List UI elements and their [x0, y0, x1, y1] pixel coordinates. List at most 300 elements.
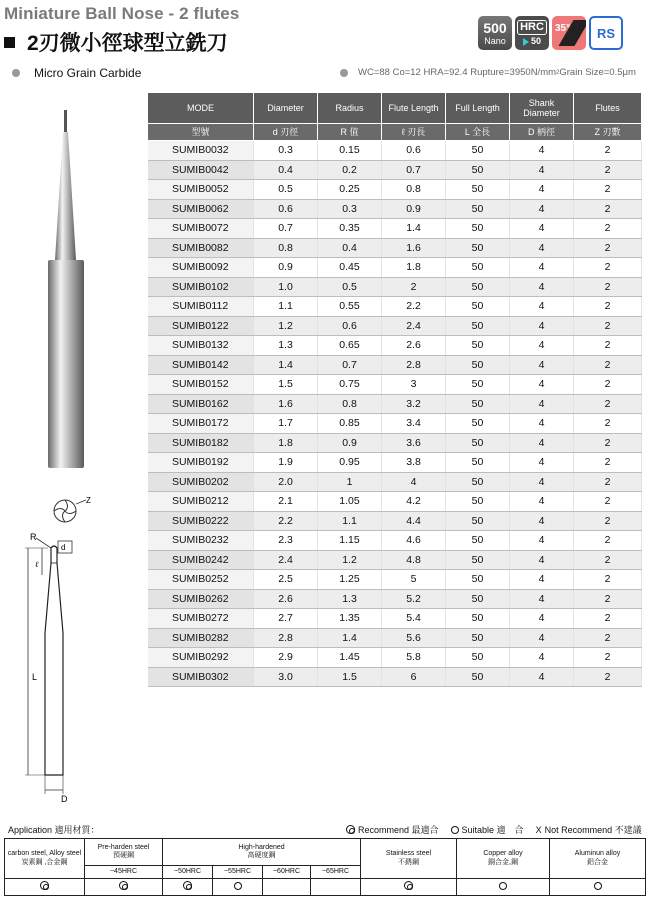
app-header-copper	[457, 839, 550, 879]
cell-model: SUMIB0242	[148, 550, 254, 570]
cell-diameter: 0.6	[254, 199, 318, 219]
app-rating-cell	[550, 879, 646, 896]
label-shank-d: D	[61, 794, 68, 802]
legend-recommend	[346, 823, 439, 836]
cell-diameter: 1.5	[254, 375, 318, 395]
legend-not-recommend-text: Not Recommend 不建議	[544, 825, 642, 835]
app-header-carbon-zh: 炭素鋼 ,合金鋼	[21, 858, 68, 866]
circle-icon	[234, 882, 242, 890]
cell-diameter: 1.6	[254, 394, 318, 414]
cell-flutes: 2	[574, 258, 642, 278]
label-d: d	[61, 543, 66, 552]
header-row-chinese	[148, 124, 642, 141]
cell-full-length: 50	[446, 667, 510, 687]
cell-flute-length: 1.4	[382, 219, 446, 239]
cell-flute-length: 2	[382, 277, 446, 297]
cell-diameter: 1.8	[254, 433, 318, 453]
cell-model: SUMIB0082	[148, 238, 254, 258]
feature-badges	[478, 16, 623, 50]
cell-diameter: 3.0	[254, 667, 318, 687]
cell-full-length: 50	[446, 219, 510, 239]
cell-flutes: 2	[574, 589, 642, 609]
cell-diameter: 2.1	[254, 492, 318, 512]
label-flute-length: ℓ	[35, 560, 39, 569]
cell-shank-diameter: 4	[510, 570, 574, 590]
cell-radius: 1.3	[318, 589, 382, 609]
cell-shank-diameter: 4	[510, 511, 574, 531]
app-sub-50hrc: ~50HRC	[163, 866, 213, 879]
cell-shank-diameter: 4	[510, 414, 574, 434]
table-row	[148, 199, 642, 219]
col-header-full-length: Full Length	[446, 93, 510, 124]
cell-diameter: 2.3	[254, 531, 318, 551]
legend-x-icon: X	[535, 824, 542, 835]
cell-full-length: 50	[446, 297, 510, 317]
cell-radius: 0.2	[318, 160, 382, 180]
cell-full-length: 50	[446, 199, 510, 219]
app-sub-45hrc: ~45HRC	[85, 866, 163, 879]
cell-flute-length: 3.6	[382, 433, 446, 453]
title-chinese	[4, 27, 228, 57]
cell-flutes: 2	[574, 628, 642, 648]
cell-radius: 0.3	[318, 199, 382, 219]
cell-model: SUMIB0202	[148, 472, 254, 492]
table-row	[148, 238, 642, 258]
cell-shank-diameter: 4	[510, 472, 574, 492]
tool-shank	[48, 260, 84, 468]
cell-full-length: 50	[446, 492, 510, 512]
col-header-shank-diameter: Shank Diameter	[510, 93, 574, 124]
cell-diameter: 2.4	[254, 550, 318, 570]
cell-flute-length: 3.2	[382, 394, 446, 414]
cell-full-length: 50	[446, 394, 510, 414]
cell-shank-diameter: 4	[510, 258, 574, 278]
legend-recommend-text: Recommend 最適合	[358, 825, 439, 835]
cell-flutes: 2	[574, 511, 642, 531]
cell-full-length: 50	[446, 453, 510, 473]
play-triangle-icon	[523, 38, 529, 46]
cell-flute-length: 0.7	[382, 160, 446, 180]
cell-radius: 1.2	[318, 550, 382, 570]
cell-model: SUMIB0152	[148, 375, 254, 395]
cell-radius: 0.8	[318, 394, 382, 414]
cell-shank-diameter: 4	[510, 453, 574, 473]
cell-radius: 0.75	[318, 375, 382, 395]
table-row	[148, 433, 642, 453]
label-r: R	[30, 532, 37, 542]
cell-flutes: 2	[574, 394, 642, 414]
cell-full-length: 50	[446, 531, 510, 551]
cell-full-length: 50	[446, 550, 510, 570]
table-row	[148, 648, 642, 668]
cell-model: SUMIB0182	[148, 433, 254, 453]
table-row	[148, 258, 642, 278]
cell-full-length: 50	[446, 180, 510, 200]
app-header-high-hardened	[163, 839, 361, 866]
app-header-carbon-en: carbon steel, Alloy steel	[7, 850, 82, 857]
app-header-high-zh: 高硬度鋼	[247, 852, 276, 859]
cell-flute-length: 5.8	[382, 648, 446, 668]
cell-flute-length: 2.6	[382, 336, 446, 356]
cell-diameter: 0.9	[254, 258, 318, 278]
table-row	[148, 394, 642, 414]
cell-flute-length: 0.9	[382, 199, 446, 219]
hrc-badge-value: 50	[530, 36, 541, 46]
helix-angle-value: 35°	[555, 23, 571, 34]
header-row-english	[148, 93, 642, 124]
circle-icon	[594, 882, 602, 890]
cell-radius: 0.5	[318, 277, 382, 297]
nano-500-badge-sub: Nano	[484, 35, 506, 46]
cell-diameter: 1.7	[254, 414, 318, 434]
cell-flutes: 2	[574, 160, 642, 180]
tool-neck	[55, 132, 76, 260]
cell-radius: 0.65	[318, 336, 382, 356]
cell-full-length: 50	[446, 628, 510, 648]
cell-shank-diameter: 4	[510, 589, 574, 609]
rs-badge-text: RS	[596, 25, 616, 41]
cell-flutes: 2	[574, 492, 642, 512]
cell-flute-length: 3.4	[382, 414, 446, 434]
table-row	[148, 160, 642, 180]
cell-diameter: 0.3	[254, 141, 318, 161]
table-row	[148, 453, 642, 473]
cell-full-length: 50	[446, 141, 510, 161]
title-english: Miniature Ball Nose - 2 flutes	[4, 4, 240, 23]
cell-full-length: 50	[446, 316, 510, 336]
cell-shank-diameter: 4	[510, 492, 574, 512]
cell-flutes: 2	[574, 180, 642, 200]
col-header-radius-zh: R 值	[318, 124, 382, 141]
cell-full-length: 50	[446, 238, 510, 258]
app-rating-cell	[311, 879, 361, 896]
title-chinese-text: 2刃微小徑球型立銑刀	[27, 32, 228, 55]
cell-full-length: 50	[446, 414, 510, 434]
cell-model: SUMIB0222	[148, 511, 254, 531]
cell-radius: 1.4	[318, 628, 382, 648]
cell-model: SUMIB0062	[148, 199, 254, 219]
nano-500-badge	[478, 16, 512, 50]
cell-flutes: 2	[574, 570, 642, 590]
table-row	[148, 609, 642, 629]
app-header-high-en: High-hardened	[238, 843, 285, 851]
col-header-mode-zh: 型號	[148, 124, 254, 141]
cell-radius: 0.9	[318, 433, 382, 453]
application-title: Application 適用材質：	[8, 825, 100, 835]
cell-radius: 0.15	[318, 141, 382, 161]
cell-shank-diameter: 4	[510, 199, 574, 219]
cell-full-length: 50	[446, 648, 510, 668]
table-row	[148, 180, 642, 200]
cell-model: SUMIB0092	[148, 258, 254, 278]
cell-shank-diameter: 4	[510, 316, 574, 336]
app-rating-cell	[263, 879, 311, 896]
cell-full-length: 50	[446, 472, 510, 492]
table-row	[148, 355, 642, 375]
app-header-preharden-zh: 預硬鋼	[113, 852, 134, 859]
cell-radius: 1.1	[318, 511, 382, 531]
cell-shank-diameter: 4	[510, 648, 574, 668]
cell-flutes: 2	[574, 531, 642, 551]
cell-full-length: 50	[446, 609, 510, 629]
cell-flute-length: 0.6	[382, 141, 446, 161]
col-header-full-length-zh: L 全長	[446, 124, 510, 141]
application-table	[4, 838, 646, 896]
cell-shank-diameter: 4	[510, 355, 574, 375]
table-row	[148, 336, 642, 356]
cell-flute-length: 3	[382, 375, 446, 395]
table-row	[148, 219, 642, 239]
table-row	[148, 550, 642, 570]
cell-flutes: 2	[574, 141, 642, 161]
cell-flute-length: 4.2	[382, 492, 446, 512]
cell-flute-length: 1.8	[382, 258, 446, 278]
cell-diameter: 0.4	[254, 160, 318, 180]
rs-badge	[589, 16, 623, 50]
app-header-aluminum-en: Aluminun alloy	[574, 850, 621, 857]
cell-model: SUMIB0212	[148, 492, 254, 512]
app-sub-55hrc: ~55HRC	[213, 866, 263, 879]
cell-shank-diameter: 4	[510, 550, 574, 570]
col-header-diameter: Diameter	[254, 93, 318, 124]
col-header-diameter-zh: d 刃徑	[254, 124, 318, 141]
application-header-row	[5, 839, 646, 866]
cell-shank-diameter: 4	[510, 160, 574, 180]
cell-diameter: 2.2	[254, 511, 318, 531]
label-z: Z	[86, 496, 91, 505]
cell-flute-length: 3.8	[382, 453, 446, 473]
cell-shank-diameter: 4	[510, 297, 574, 317]
app-header-preharden	[85, 839, 163, 866]
cell-flutes: 2	[574, 667, 642, 687]
cell-model: SUMIB0272	[148, 609, 254, 629]
legend-suitable-text: Suitable 適 合	[461, 825, 524, 835]
cell-radius: 1.15	[318, 531, 382, 551]
cell-shank-diameter: 4	[510, 238, 574, 258]
cell-diameter: 0.5	[254, 180, 318, 200]
cell-flutes: 2	[574, 277, 642, 297]
app-header-copper-zh: 銅合金,鋼	[488, 858, 518, 866]
cell-radius: 1	[318, 472, 382, 492]
cell-model: SUMIB0112	[148, 297, 254, 317]
app-sub-65hrc: ~65HRC	[311, 866, 361, 879]
cell-flutes: 2	[574, 609, 642, 629]
app-header-stainless	[361, 839, 457, 879]
cell-shank-diameter: 4	[510, 394, 574, 414]
cell-diameter: 2.7	[254, 609, 318, 629]
application-legend	[346, 823, 642, 836]
cell-shank-diameter: 4	[510, 609, 574, 629]
circle-icon	[451, 826, 459, 834]
specification-table	[147, 92, 642, 687]
app-sub-60hrc: ~60HRC	[263, 866, 311, 879]
cell-shank-diameter: 4	[510, 180, 574, 200]
table-row	[148, 141, 642, 161]
double-circle-icon	[404, 881, 413, 890]
cell-diameter: 1.0	[254, 277, 318, 297]
cell-flute-length: 4.8	[382, 550, 446, 570]
cell-model: SUMIB0292	[148, 648, 254, 668]
cell-model: SUMIB0042	[148, 160, 254, 180]
hrc-badge-main: HRC	[517, 20, 547, 35]
app-header-preharden-en: Pre-harden steel	[97, 843, 150, 851]
cell-diameter: 1.3	[254, 336, 318, 356]
cell-shank-diameter: 4	[510, 628, 574, 648]
cell-flutes: 2	[574, 414, 642, 434]
double-circle-icon	[40, 881, 49, 890]
cell-shank-diameter: 4	[510, 667, 574, 687]
hrc-badge-sub	[523, 37, 541, 46]
cell-radius: 1.35	[318, 609, 382, 629]
cell-radius: 0.55	[318, 297, 382, 317]
cell-radius: 0.4	[318, 238, 382, 258]
cell-full-length: 50	[446, 355, 510, 375]
tool-tip	[64, 110, 67, 134]
cell-diameter: 2.6	[254, 589, 318, 609]
cell-diameter: 0.7	[254, 219, 318, 239]
cell-flutes: 2	[574, 297, 642, 317]
cell-radius: 1.45	[318, 648, 382, 668]
cell-model: SUMIB0162	[148, 394, 254, 414]
table-row	[148, 297, 642, 317]
double-circle-icon	[119, 881, 128, 890]
cell-full-length: 50	[446, 160, 510, 180]
end-mill-technical-drawing	[20, 490, 100, 802]
cell-full-length: 50	[446, 511, 510, 531]
cell-radius: 0.25	[318, 180, 382, 200]
app-rating-cell	[163, 879, 213, 896]
app-header-aluminum-zh: 鋁合金	[587, 858, 608, 866]
cell-shank-diameter: 4	[510, 141, 574, 161]
cell-shank-diameter: 4	[510, 433, 574, 453]
cell-radius: 0.6	[318, 316, 382, 336]
app-header-aluminum	[550, 839, 646, 879]
spec-line	[340, 67, 636, 78]
double-circle-icon	[183, 881, 192, 890]
cell-flute-length: 5.2	[382, 589, 446, 609]
cell-flute-length: 4	[382, 472, 446, 492]
cell-flute-length: 6	[382, 667, 446, 687]
cell-model: SUMIB0232	[148, 531, 254, 551]
spec-superscript: 2	[556, 69, 560, 76]
cell-model: SUMIB0052	[148, 180, 254, 200]
material-line	[12, 66, 141, 80]
cell-flutes: 2	[574, 219, 642, 239]
cell-diameter: 0.8	[254, 238, 318, 258]
specification-table-body	[148, 141, 642, 687]
cell-model: SUMIB0262	[148, 589, 254, 609]
cell-radius: 0.45	[318, 258, 382, 278]
cell-flutes: 2	[574, 355, 642, 375]
cell-radius: 0.7	[318, 355, 382, 375]
helix-angle-badge	[552, 16, 586, 50]
cell-model: SUMIB0122	[148, 316, 254, 336]
cell-flutes: 2	[574, 238, 642, 258]
cell-model: SUMIB0142	[148, 355, 254, 375]
app-rating-cell	[213, 879, 263, 896]
cell-diameter: 1.9	[254, 453, 318, 473]
table-row	[148, 511, 642, 531]
table-row	[148, 375, 642, 395]
cell-diameter: 1.2	[254, 316, 318, 336]
cell-full-length: 50	[446, 277, 510, 297]
cell-flute-length: 1.6	[382, 238, 446, 258]
bullet-dot-icon	[340, 69, 348, 77]
nano-500-badge-main: 500	[483, 19, 507, 36]
cell-model: SUMIB0192	[148, 453, 254, 473]
cell-model: SUMIB0252	[148, 570, 254, 590]
app-header-carbon	[5, 839, 85, 879]
cell-flutes: 2	[574, 375, 642, 395]
cell-full-length: 50	[446, 375, 510, 395]
app-header-copper-en: Copper alloy	[483, 850, 523, 857]
cell-flutes: 2	[574, 648, 642, 668]
cell-radius: 0.95	[318, 453, 382, 473]
cell-radius: 1.5	[318, 667, 382, 687]
application-ratings-row	[5, 879, 646, 896]
cell-flute-length: 5.6	[382, 628, 446, 648]
cell-flute-length: 5.4	[382, 609, 446, 629]
col-header-flutes-zh: Z 刃數	[574, 124, 642, 141]
legend-suitable	[451, 823, 524, 836]
cell-flute-length: 2.2	[382, 297, 446, 317]
table-row	[148, 628, 642, 648]
cell-model: SUMIB0132	[148, 336, 254, 356]
cell-model: SUMIB0282	[148, 628, 254, 648]
hrc-badge	[515, 16, 549, 50]
app-header-stainless-en: Stainless steel	[385, 850, 432, 857]
table-row	[148, 531, 642, 551]
table-row	[148, 316, 642, 336]
spec-text: WC=88 Co=12 HRA=92.4 Rupture=3950N/mm	[358, 67, 557, 78]
bullet-dot-icon	[12, 69, 20, 77]
bullet-square-icon	[4, 37, 15, 48]
cell-shank-diameter: 4	[510, 336, 574, 356]
col-header-flutes: Flutes	[574, 93, 642, 124]
col-header-shank-diameter-zh: D 柄徑	[510, 124, 574, 141]
app-rating-cell	[5, 879, 85, 896]
col-header-flute-length: Flute Length	[382, 93, 446, 124]
cell-flute-length: 0.8	[382, 180, 446, 200]
cell-diameter: 1.1	[254, 297, 318, 317]
table-row	[148, 492, 642, 512]
cell-radius: 1.05	[318, 492, 382, 512]
label-length: L	[32, 672, 38, 682]
cell-flute-length: 4.4	[382, 511, 446, 531]
cell-full-length: 50	[446, 336, 510, 356]
cell-radius: 0.85	[318, 414, 382, 434]
cell-flutes: 2	[574, 433, 642, 453]
cell-flute-length: 4.6	[382, 531, 446, 551]
col-header-mode: MODE	[148, 93, 254, 124]
cell-flutes: 2	[574, 472, 642, 492]
cell-diameter: 2.9	[254, 648, 318, 668]
cell-flutes: 2	[574, 453, 642, 473]
cell-radius: 0.35	[318, 219, 382, 239]
cell-full-length: 50	[446, 258, 510, 278]
table-row	[148, 472, 642, 492]
app-rating-cell	[85, 879, 163, 896]
table-row	[148, 570, 642, 590]
cell-diameter: 2.5	[254, 570, 318, 590]
legend-not-recommend	[536, 823, 642, 836]
app-rating-cell	[361, 879, 457, 896]
app-rating-cell	[457, 879, 550, 896]
cell-flute-length: 2.8	[382, 355, 446, 375]
cell-model: SUMIB0072	[148, 219, 254, 239]
table-row	[148, 277, 642, 297]
cell-model: SUMIB0172	[148, 414, 254, 434]
